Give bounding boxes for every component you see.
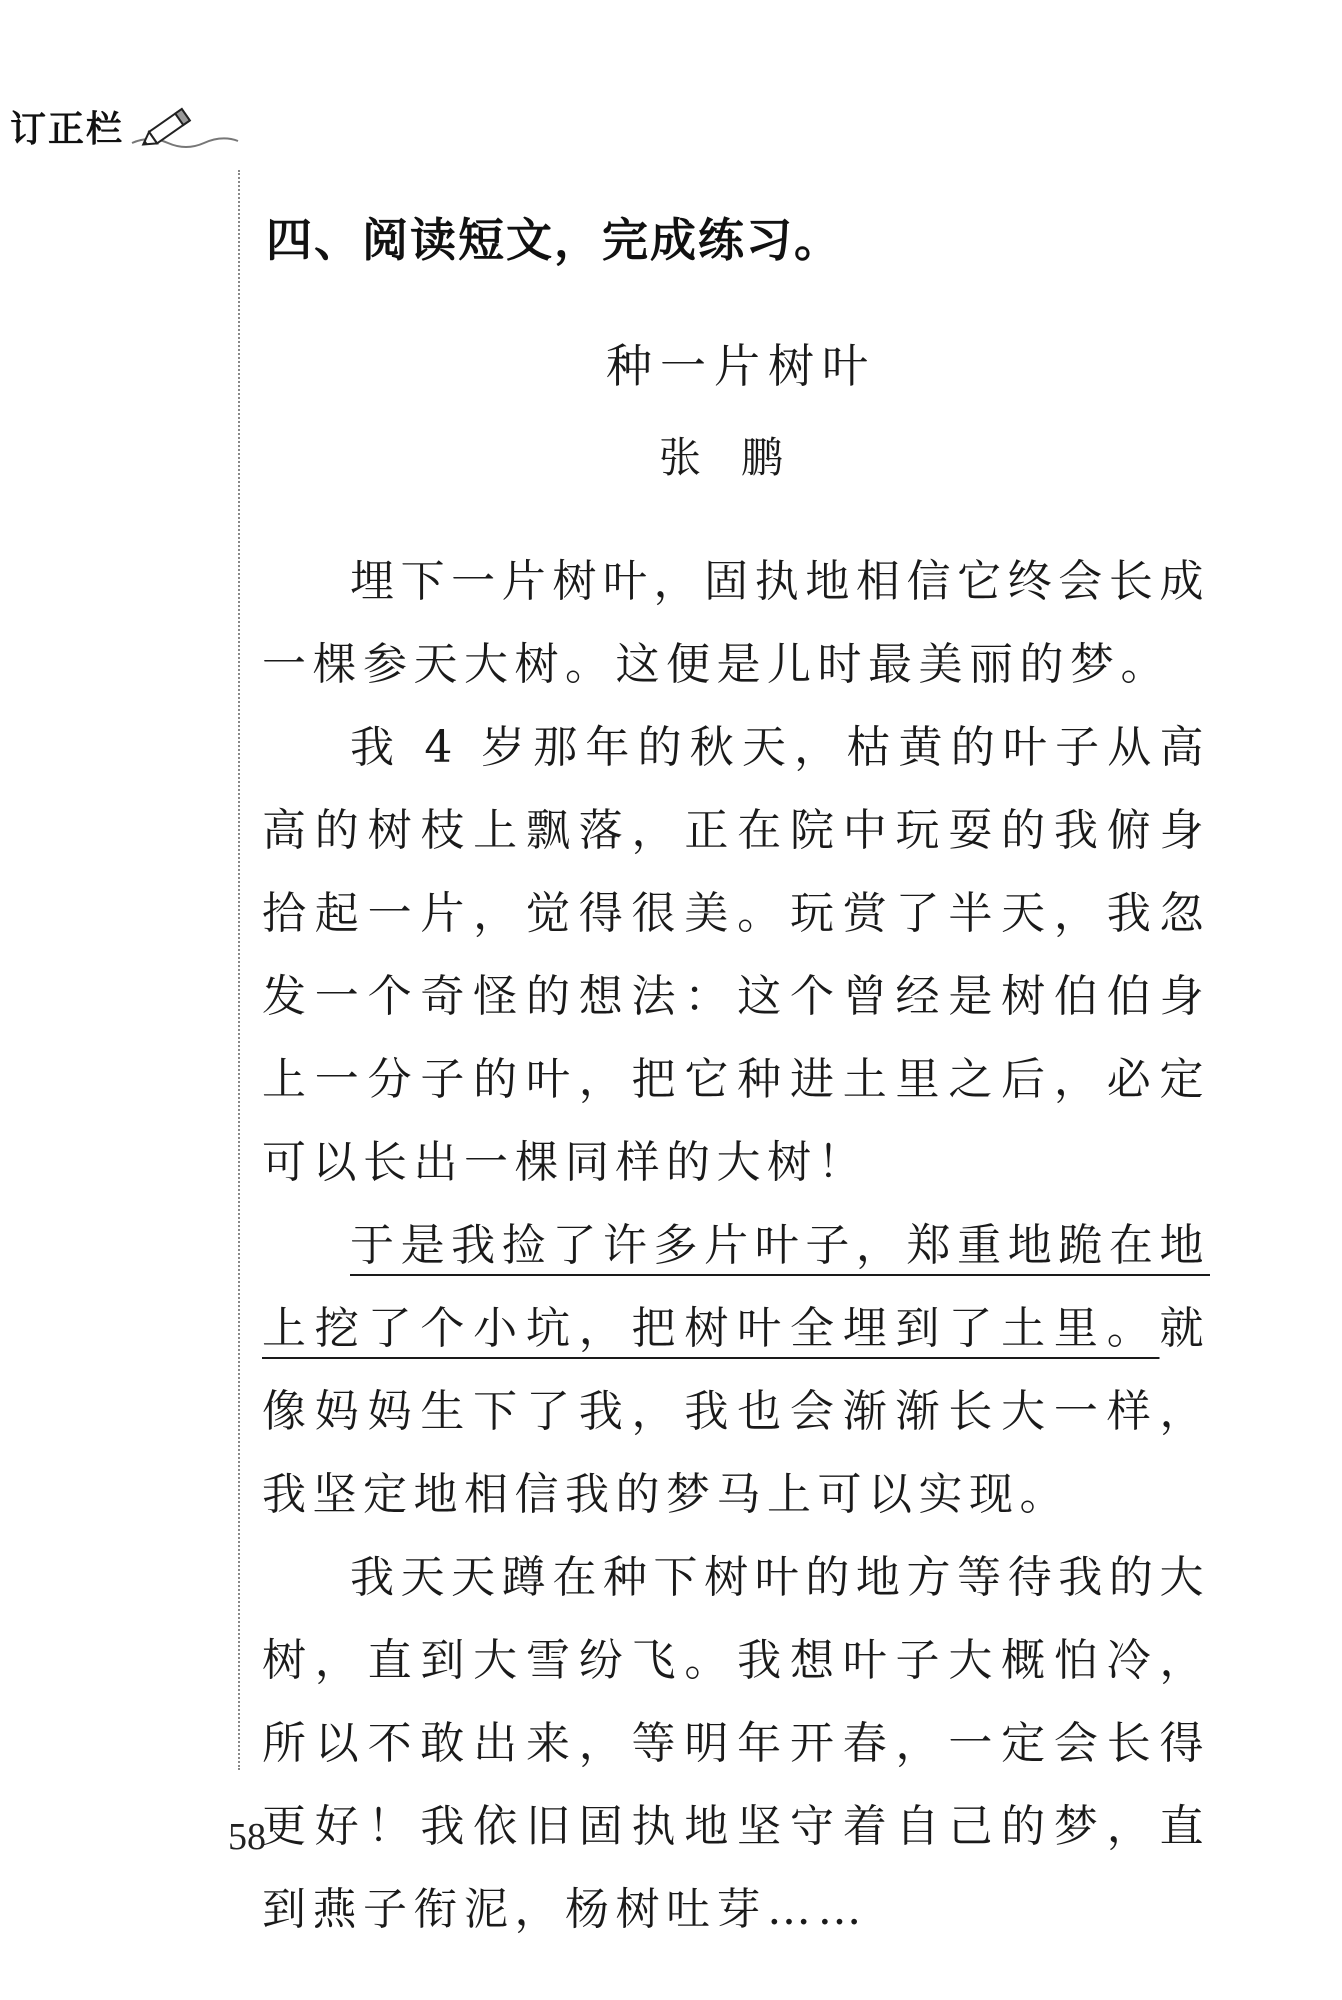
page-number: 58	[228, 1816, 266, 1858]
correction-column-label: 订正栏	[10, 108, 125, 150]
paragraph: 我 4 岁那年的秋天，枯黄的叶子从高高的树枝上飘落，正在院中玩耍的我俯身拾起一片，觉得很美。玩赏了半天，我忽发一个奇怪的想法：这个曾经是树伯伯身上一分子的叶，把它种进土里之后，必定可以长出一棵同样的大树！	[262, 722, 1210, 1188]
correction-column-header	[0, 96, 240, 156]
article-body	[262, 540, 1210, 1951]
paragraph	[262, 1204, 1210, 1536]
underlined-sentence: 于是我捡了许多片叶子，郑重地跪在地上挖了个小坑，把树叶全埋到了土里。	[262, 1220, 1210, 1354]
pencil-icon	[130, 99, 240, 153]
paragraph-continuation: 就像妈妈生下了我，我也会渐渐长大一样，我坚定地相信我的梦马上可以实现。	[262, 1303, 1210, 1520]
article-title: 种一片树叶	[606, 339, 876, 393]
article-author: 张鹏	[658, 433, 823, 482]
paragraph: 我天天蹲在种下树叶的地方等待我的大树，直到大雪纷飞。我想叶子大概怕冷，所以不敢出来，等明年开春，一定会长得更好！我依旧固执地坚守着自己的梦，直到燕子衔泥，杨树吐芽……	[262, 1552, 1210, 1935]
paragraph: 埋下一片树叶，固执地相信它终会长成一棵参天大树。这便是儿时最美丽的梦。	[262, 556, 1210, 690]
correction-column-divider	[238, 170, 240, 1770]
section-heading: 四、阅读短文，完成练习。	[266, 213, 842, 267]
